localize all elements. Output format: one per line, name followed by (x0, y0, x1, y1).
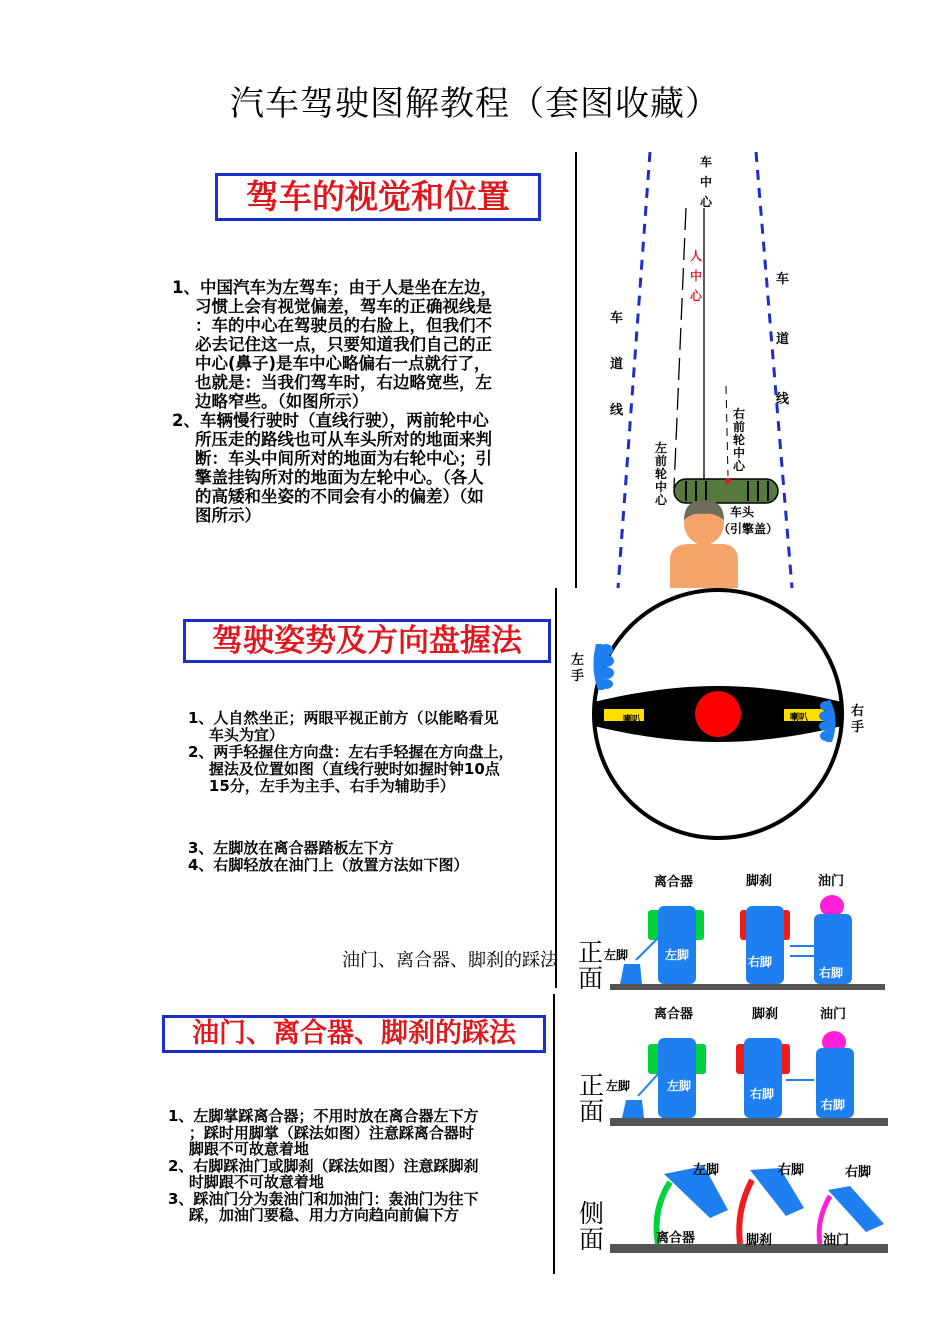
label-left-hand: 左手 (571, 653, 585, 684)
label-brake-1: 脚刹 (746, 874, 773, 889)
label-throttle-1: 油门 (818, 874, 845, 889)
horn-label-left: 喇叭 (622, 715, 641, 725)
section2-heading: 驾驶姿势及方向盘握法 (183, 619, 551, 663)
label-right-hand: 右手 (851, 704, 865, 735)
section2-divider (555, 588, 557, 988)
label-hood: 车头 (730, 505, 755, 519)
label-left-foot-rest-1: 左脚 (604, 948, 629, 962)
pedals-front-view-upper (600, 888, 890, 998)
label-lane-left: 车道线 (610, 311, 624, 418)
label-right-foot-1b: 右脚 (819, 966, 844, 980)
horn-center-icon (695, 691, 741, 737)
label-hood-sub: （引擎盖） (718, 522, 779, 536)
mid-caption: 油门、离合器、脚刹的踩法 (342, 950, 558, 971)
label-clutch-2: 离合器 (654, 1007, 694, 1022)
label-brake-2: 脚刹 (752, 1007, 779, 1022)
section1-paragraph: 1、中国汽车为左驾车；由于人是坐在左边， 习惯上会有视觉偏差，驾车的正确视线是 ：车的中心在驾驶员的右脸上，但我们不 必去记住这一点，只要知道我们自己的正 中心(鼻子)是车中心略偏右一点就行了， 也就是：当我们驾车时，右边略宽些，左 边略窄些。（如图所示） 2、车辆慢行驶时（直线行驶），两前轮中心 所压走的路线也可从车头所对的地面来判 断：车头中间所对的地面为右轮中心；引 擎盖挂钩所对的地面为左轮中心。（各人 的高矮和坐姿的不同会有小的偏差）（如 图所示） (172, 278, 497, 525)
section3-paragraph: 1、左脚掌踩离合器；不用时放在离合器左下方 ；踩时用脚掌（踩法如图）注意踩离合器时 脚跟不可故意着地 2、右脚踩油门或脚刹（踩法如图）注意踩脚刹 时脚跟不可故意着地 3、踩油门分为轰油门和加油门：轰油门为往下 踩，加油门要稳、用力方向趋向前偏下方 (168, 1107, 479, 1224)
steering-wheel-diagram (560, 588, 860, 848)
label-right-foot-2b: 右脚 (821, 1098, 846, 1112)
label-brake-side: 脚刹 (746, 1233, 773, 1248)
label-front-view-1: 正面 (578, 940, 604, 990)
person-center-line (674, 208, 686, 488)
label-right-foot-side-b: 右脚 (845, 1165, 872, 1180)
section2-paragraph-a: 1、人自然坐正；两眼平视正前方（以能略看见 车头为宜） 2、两手轻握住方向盘：左右手轻握在方向盘上， 握法及位置如图（直线行驶时如握时钟10点 15分，左手为主手、右手为辅助手） (188, 709, 514, 795)
driver-body-icon (670, 544, 738, 588)
label-clutch-1: 离合器 (654, 875, 694, 890)
label-left-foot-side: 左脚 (693, 1163, 720, 1178)
label-person-center: 人中心 (690, 249, 703, 303)
label-left-wheel-center: 左前轮中心 (655, 441, 668, 507)
label-left-foot-rest-2: 左脚 (606, 1079, 631, 1093)
label-right-foot-1a: 右脚 (748, 955, 773, 969)
label-throttle-side: 油门 (823, 1233, 850, 1248)
section3-heading: 油门、离合器、脚刹的踩法 (162, 1015, 546, 1053)
label-right-foot-2a: 右脚 (750, 1087, 775, 1101)
label-left-foot-1: 左脚 (665, 948, 690, 962)
label-lane-right: 车道线 (776, 272, 790, 407)
section2-paragraph-b: 3、左脚放在离合器踏板左下方 4、右脚轻放在油门上（放置方法如下图） (188, 839, 469, 874)
label-car-center: 车中心 (700, 155, 713, 209)
document-title: 汽车驾驶图解教程（套图收藏） (230, 84, 720, 124)
section1-heading: 驾车的视觉和位置 (215, 173, 541, 221)
section3-divider (553, 994, 555, 1274)
label-right-wheel-center: 右前轮中心 (733, 407, 746, 473)
label-left-foot-2: 左脚 (667, 1079, 692, 1093)
pedals-front-view-lower (600, 1020, 890, 1132)
label-front-view-2: 正面 (579, 1071, 605, 1126)
section1-divider (575, 152, 577, 588)
horn-label-right: 喇叭 (789, 713, 808, 723)
label-clutch-side: 离合器 (656, 1231, 696, 1246)
label-side-view: 侧面 (579, 1199, 605, 1254)
label-throttle-2: 油门 (820, 1007, 847, 1022)
label-right-foot-side-a: 右脚 (778, 1163, 805, 1178)
